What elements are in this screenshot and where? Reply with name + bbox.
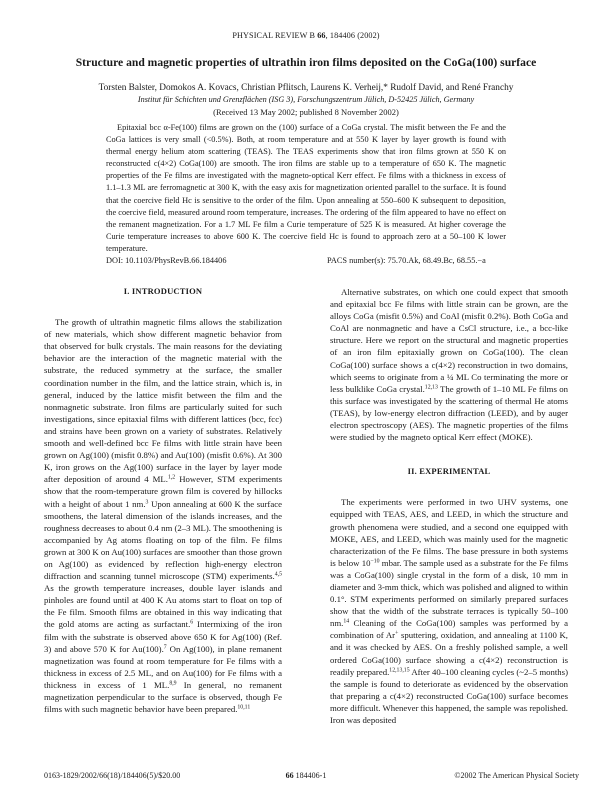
section-heading-experimental: II. EXPERIMENTAL [407,466,491,477]
text-run: mbar. The sample used as a substrate for the Fe films was a CoGa(100) single crystal in the form of a disk, 10 mm in diameter and 3-mm thick, which was polished and aligned to within 0.1°. STM experiments performed on similarly prepared surfaces show that the width of the substrate terraces is typically 50–100 nm. [330,557,568,629]
intro-paragraph-1 [44,316,282,715]
footer-page: 184406-1 [293,771,327,780]
section-gap [330,443,568,465]
footer-volume: 66 [285,771,294,780]
citation[interactable]: 14 [343,618,350,625]
citation[interactable]: 12,13,15 [389,667,410,674]
text-run: The growth of 1–10 ML Fe films on this surface was investigated by the scattering of thermal He atoms (TEAS), by low-energy electron diffraction (LEED), and by auger electron spectroscopy (AES). The magnetic properties of the films were studied by the magneto optical Kerr effect (MOKE). [330,383,568,443]
doi[interactable]: DOI: 10.1103/PhysRevB.66.184406 [106,256,227,265]
exponent: −10 [370,558,380,565]
text-run: Alternative substrates, on which one could expect that smooth and epitaxial bcc Fe films with little strain can be grown, are the alloys CoGa (misfit 0.5%) and CoAl (misfit 0.2%). Both CoGa and CoAl are nonmagnetic and have a CsCl structure, i.e., a bcc-like structure. Here we report on the structural and magnetic properties of an iron film epitaxially grown on CoGa(100). The clean CoGa(100) surface shows a c(4×2) reconstruction in two domains, which seems to originate from a ¼ ML Co terminating the more or less bulklike CoGa crystal. [330,287,568,394]
text-run: In general, no remanent magnetization perpendicular to the surface is observed, though Fe films with such magnetic behavior have been prepared. [44,679,282,715]
text-run: Upon annealing at 600 K the surface smoothens, the lateral dimension of the islands increases, and the roughness decreases to about 0.4 nm (2–3 ML). The smoothening is accompanied by Ag atoms floating on top of the film. Fe films grown at 300 K on Au(100) surfaces are smoother than those grown on Ag(100) as evidenced by reflection high-energy electron diffraction and scanning tunnel microscope (STM) experiments. [44,498,282,582]
received-dates: (Received 13 May 2002; published 8 November 2002) [213,107,399,117]
footer-issn: 0163-1829/2002/66(18)/184406(5)/$20.00 [44,771,181,780]
text-run: The experiments were performed in two UHV systems, one equipped with TEAS, AES, and LEED, in which the structure and growth phenomena were studied, and a second one equipped with MOKE, AES, and LEED, which was mainly used for the magnetic characterization of the Fe films. The base pressure in both systems is below 10 [330,497,568,568]
text-run: However, STM experiments show that the room-temperature grown film is covered by hillocks with a height of about 1 nm. [44,474,282,509]
right-column [330,286,568,726]
affiliation: Institut für Schichten und Grenzflächen (ISG 3), Forschungszentrum Jülich, D-52425 Jülich, Germany [137,95,475,104]
journal-name: PHYSICAL REVIEW B [232,31,316,40]
experimental-paragraph-1 [330,496,568,726]
left-column [44,285,282,715]
footer-copyright: ©2002 The American Physical Society [454,771,579,780]
citation[interactable]: 12,13 [424,384,438,391]
ion-charge: + [395,630,399,637]
citation[interactable]: 1,2 [167,474,176,481]
text-run: After 40–100 cleaning cycles (~2–5 months) the sample is found to deteriorate as evidenced by the observation that preparing a c(4×2) reconstructed CoGa(100) surface becomes more difficult. Whenever this happened, the sample was repolished. Iron was deposited [330,666,568,725]
text-run: On Ag(100), in plane remanent magnetization was found at room temperature for Fe films with a thickness in excess of 2.5 ML, and on Au(100) for Fe films with a thickness in excess of 1 ML. [44,643,282,690]
text-run: Cleaning of the CoGa(100) samples was performed by a combination of Ar [330,618,568,641]
text-run: The growth of ultrathin magnetic films allows the stabilization of new materials, which show different magnetic behavior from that observed for bulk crystals. The main reasons for the deviating behavior are the interaction of the magnetic material with the substrate, the reduced symmetry at the surface, the smaller coordination number in the film, and the lattice strain, which is, in general, induced by the lattice misfit between the film and the nonmagnetic substrate. Iron films are particularly suited for such investigations, since epitaxial films with different lattices (bcc, fcc) and strains have been grown on a variety of substrates. Relatively smooth and well-defined bcc Fe films with little strain have been grown on Ag(100) (misfit 0.8%) and Au(100) (misfit 0.6%). At 300 K, iron grows on the Ag(100) surface in the layer by layer mode after deposition of around 4 ML. [44,317,282,485]
citation[interactable]: 3 [145,499,149,505]
journal-header [0,31,612,40]
author-list: Torsten Balster, Domokos A. Kovacs, Christian Pflitsch, Laurens K. Verheij,* Rudolf David, and René Franchy [98,83,514,93]
journal-volume: 66 [317,31,326,40]
citation[interactable]: 7 [163,644,167,651]
section-heading-introduction: I. INTRODUCTION [123,286,203,296]
citation[interactable]: 10,11 [237,704,251,711]
paper-title: Structure and magnetic properties of ultrathin iron films deposited on the CoGa(100) surface [75,56,537,69]
text-run: As the growth temperature increases, double layer islands and pinholes are found until at 400 K Au atoms start to float on top of the Fe film. Smooth films are obtained in this way indicating that the gold atoms are acting as surfactant. [44,583,282,630]
citation[interactable]: 4,5 [274,571,282,578]
pacs-numbers: PACS number(s): 75.70.Ak, 68.49.Bc, 68.55.−a [327,256,486,265]
text-run: Intermixing of the iron film with the substrate is observed above 650 K for Ag(100) (Ref. 3) and above 570 K for Au(100). [44,619,282,654]
text-run: sputtering, oxidation, and annealing at 1100 K, and it was checked by AES. On a freshly polished sample, a well ordered CoGa(100) surface showing a c(4×2) reconstruction is readily prepared. [330,630,568,677]
abstract: Epitaxial bcc α-Fe(100) films are grown on the (100) surface of a CoGa crystal. The misfit between the Fe and the CoGa lattices is very small (<0.5%). Both, at room temperature and at 550 K layer by layer growth is found with thermal energy helium atom scattering (TEAS). The TEAS experiments show that iron films grown at 550 K on reconstructed c(4×2) CoGa(100) are smooth. The iron films are stable up to a temperature of 650 K. The magnetic properties of the Fe films are investigated with the magneto-optical Kerr effect. Fe films with a thickness in excess of 1.1–1.3 ML are ferromagnetic at 300 K, with the easy axis for magnetization oriented parallel to the surface. It is found that the coercive field Hc is sensitive to the order of the film. Upon annealing at 550–600 K subsequent to deposition, the coercive field, measured around room temperature, increases. The ordering of the film appeared to have no effect on the remanent magnetization. For a 1.7 ML Fe film a Curie temperature of 525 K is measured. At higher coverage the Curie temperature increases to above 600 K. The coercive field Hc is found to approach zero at a 50–100 K lower temperature. [106,123,506,253]
citation[interactable]: 8,9 [169,680,177,687]
intro-paragraph-2 [330,286,568,443]
citation[interactable]: 6 [190,619,194,626]
article-info: , 184406 (2002) [325,31,380,40]
